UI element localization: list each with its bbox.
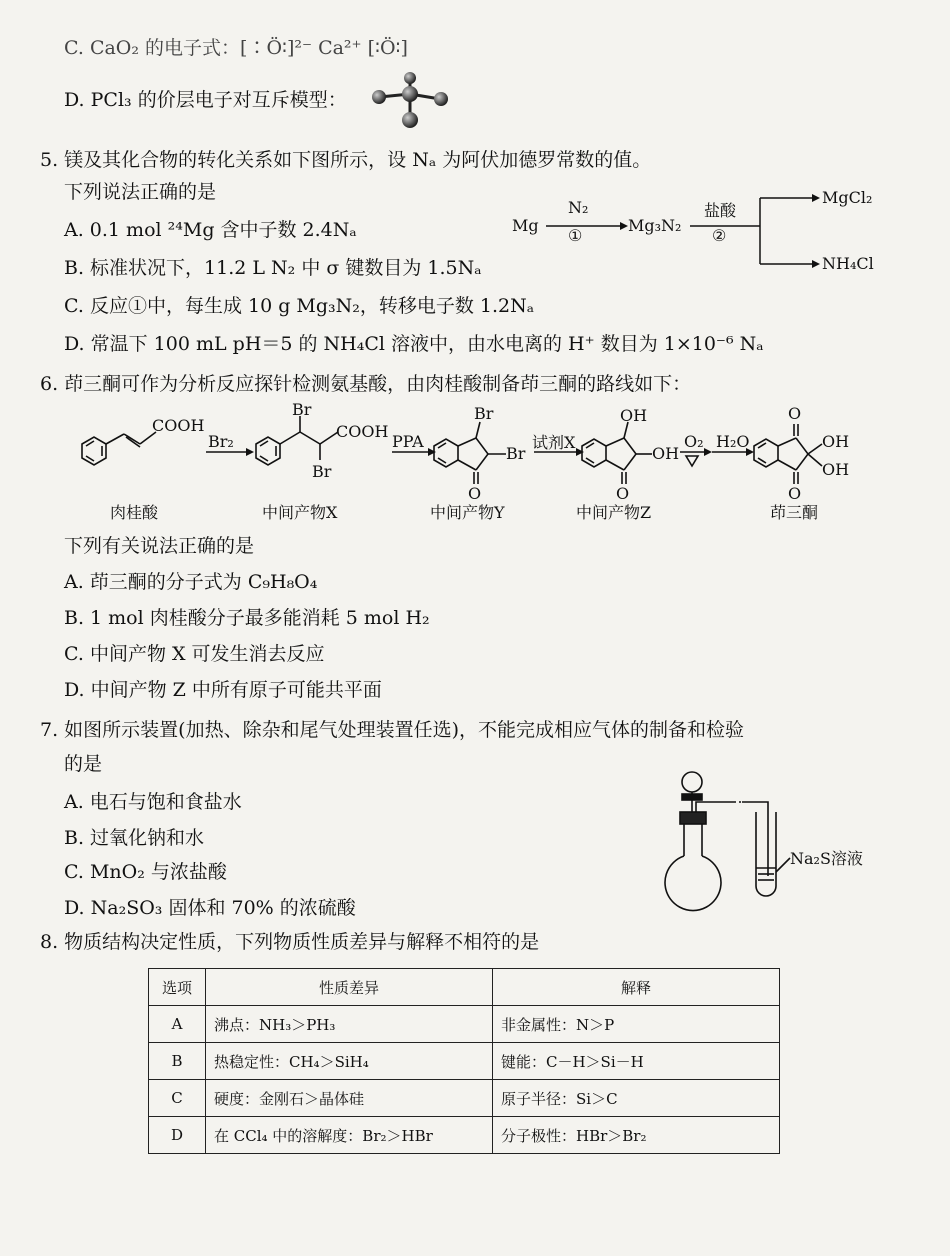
- table-cell: 键能：C－H＞Si－H: [493, 1043, 780, 1080]
- name-cinnamic-acid: 肉桂酸: [110, 503, 159, 522]
- scheme-structures: [0, 0, 950, 540]
- q6-option-b: B. 1 mol 肉桂酸分子最多能消耗 5 mol H₂: [64, 607, 430, 629]
- table-cell: 沸点：NH₃＞PH₃: [206, 1006, 493, 1043]
- q6-stem2: 下列有关说法正确的是: [64, 535, 255, 557]
- q7-option-c: C. MnO₂ 与浓盐酸: [64, 861, 227, 883]
- name-intermediate-z: 中间产物Z: [576, 503, 652, 522]
- q5-option-b: B. 标准状况下，11.2 L N₂ 中 σ 键数目为 1.5Nₐ: [64, 257, 482, 279]
- o-label-n2: O: [788, 484, 802, 503]
- name-intermediate-x: 中间产物X: [262, 503, 338, 522]
- q4-option-d: D. PCl₃ 的价层电子对互斥模型：: [64, 89, 347, 111]
- br-label-y1: Br: [474, 404, 494, 423]
- q7-stem: 7. 如图所示装置(加热、除杂和尾气处理装置任选)，不能完成相应气体的制备和检验: [40, 719, 744, 741]
- q8-table: [148, 968, 780, 1154]
- header-option: 选项: [149, 969, 206, 1006]
- o2-reagent: O₂: [684, 432, 704, 451]
- oh-label-z1: OH: [620, 406, 648, 425]
- table-row: [149, 1006, 780, 1043]
- cooh-label-2: COOH: [336, 422, 389, 441]
- mgcl2-label: MgCl₂: [822, 188, 873, 207]
- br2-reagent: Br₂: [208, 432, 234, 451]
- cooh-label-1: COOH: [152, 416, 205, 435]
- table-cell: 原子半径：Si＞C: [493, 1080, 780, 1117]
- table-cell: D: [149, 1117, 206, 1154]
- h2o-reagent: H₂O: [716, 432, 750, 451]
- table-cell: 在 CCl₄ 中的溶解度：Br₂＞HBr: [206, 1117, 493, 1154]
- table-cell: 分子极性：HBr＞Br₂: [493, 1117, 780, 1154]
- ppa-reagent: PPA: [392, 432, 424, 451]
- nh4cl-label: NH₄Cl: [822, 254, 874, 273]
- o-label-y: O: [468, 484, 482, 503]
- oh-label-z2: OH: [652, 444, 680, 463]
- name-intermediate-y: 中间产物Y: [430, 503, 505, 522]
- o-label-n1: O: [788, 404, 802, 423]
- q8-stem: 8. 物质结构决定性质，下列物质性质差异与解释不相符的是: [40, 931, 540, 953]
- table-row: [149, 1117, 780, 1154]
- o-label-z: O: [616, 484, 630, 503]
- reagent-x: 试剂X: [532, 433, 576, 452]
- mg-label: Mg: [512, 216, 539, 235]
- step2-label: ②: [712, 226, 727, 245]
- q7-option-a: A. 电石与饱和食盐水: [64, 791, 242, 813]
- table-cell: 热稳定性：CH₄＞SiH₄: [206, 1043, 493, 1080]
- name-ninhydrin: 茚三酮: [770, 503, 819, 522]
- q6-option-a: A. 茚三酮的分子式为 C₉H₈O₄: [64, 571, 318, 593]
- mg3n2-label: Mg₃N₂: [628, 216, 682, 235]
- q5-option-c: C. 反应①中，每生成 10 g Mg₃N₂，转移电子数 1.2Nₐ: [64, 295, 535, 317]
- table-cell: 硬度：金刚石＞晶体硅: [206, 1080, 493, 1117]
- q5-stem: 5. 镁及其化合物的转化关系如下图所示，设 Nₐ 为阿伏加德罗常数的值。: [40, 149, 652, 171]
- q7-option-d: D. Na₂SO₃ 固体和 70% 的浓硫酸: [64, 897, 356, 919]
- table-cell: A: [149, 1006, 206, 1043]
- table-cell: B: [149, 1043, 206, 1080]
- header-property: 性质差异: [206, 969, 493, 1006]
- gas-apparatus-figure: [650, 768, 890, 918]
- na2s-solution-label: Na₂S溶液: [790, 849, 863, 868]
- table-row: [149, 1043, 780, 1080]
- hcl-label: 盐酸: [704, 201, 737, 220]
- table-cell: 非金属性：N＞P: [493, 1006, 780, 1043]
- br-label-x2: Br: [312, 462, 332, 481]
- q5-option-a: A. 0.1 mol ²⁴Mg 含中子数 2.4Nₐ: [64, 219, 357, 241]
- n2-label: N₂: [568, 198, 589, 217]
- table-cell: C: [149, 1080, 206, 1117]
- br-label-y2: Br: [506, 444, 526, 463]
- q4-option-c-fragment: C. CaO₂ 的电子式：[∶Ö∶]²⁻ Ca²⁺ [∶Ö∶]: [64, 37, 408, 59]
- table-row: [149, 1080, 780, 1117]
- oh-label-n2: OH: [822, 460, 850, 479]
- br-label-x1: Br: [292, 400, 312, 419]
- q6-stem: 6. 茚三酮可作为分析反应探针检测氨基酸，由肉桂酸制备茚三酮的路线如下：: [40, 373, 692, 395]
- oh-label-n1: OH: [822, 432, 850, 451]
- q5-option-d: D. 常温下 100 mL pH＝5 的 NH₄Cl 溶液中，由水电离的 H⁺ 数目为 1×10⁻⁶ Nₐ: [64, 333, 764, 355]
- header-explanation: 解释: [493, 969, 780, 1006]
- q6-option-d: D. 中间产物 Z 中所有原子可能共平面: [64, 679, 382, 701]
- table-header-row: [149, 969, 780, 1006]
- step1-label: ①: [568, 226, 583, 245]
- q7-option-b: B. 过氧化钠和水: [64, 827, 205, 849]
- q7-stem2: 的是: [64, 753, 103, 775]
- q5-stem2: 下列说法正确的是: [64, 181, 217, 203]
- q6-option-c: C. 中间产物 X 可发生消去反应: [64, 643, 325, 665]
